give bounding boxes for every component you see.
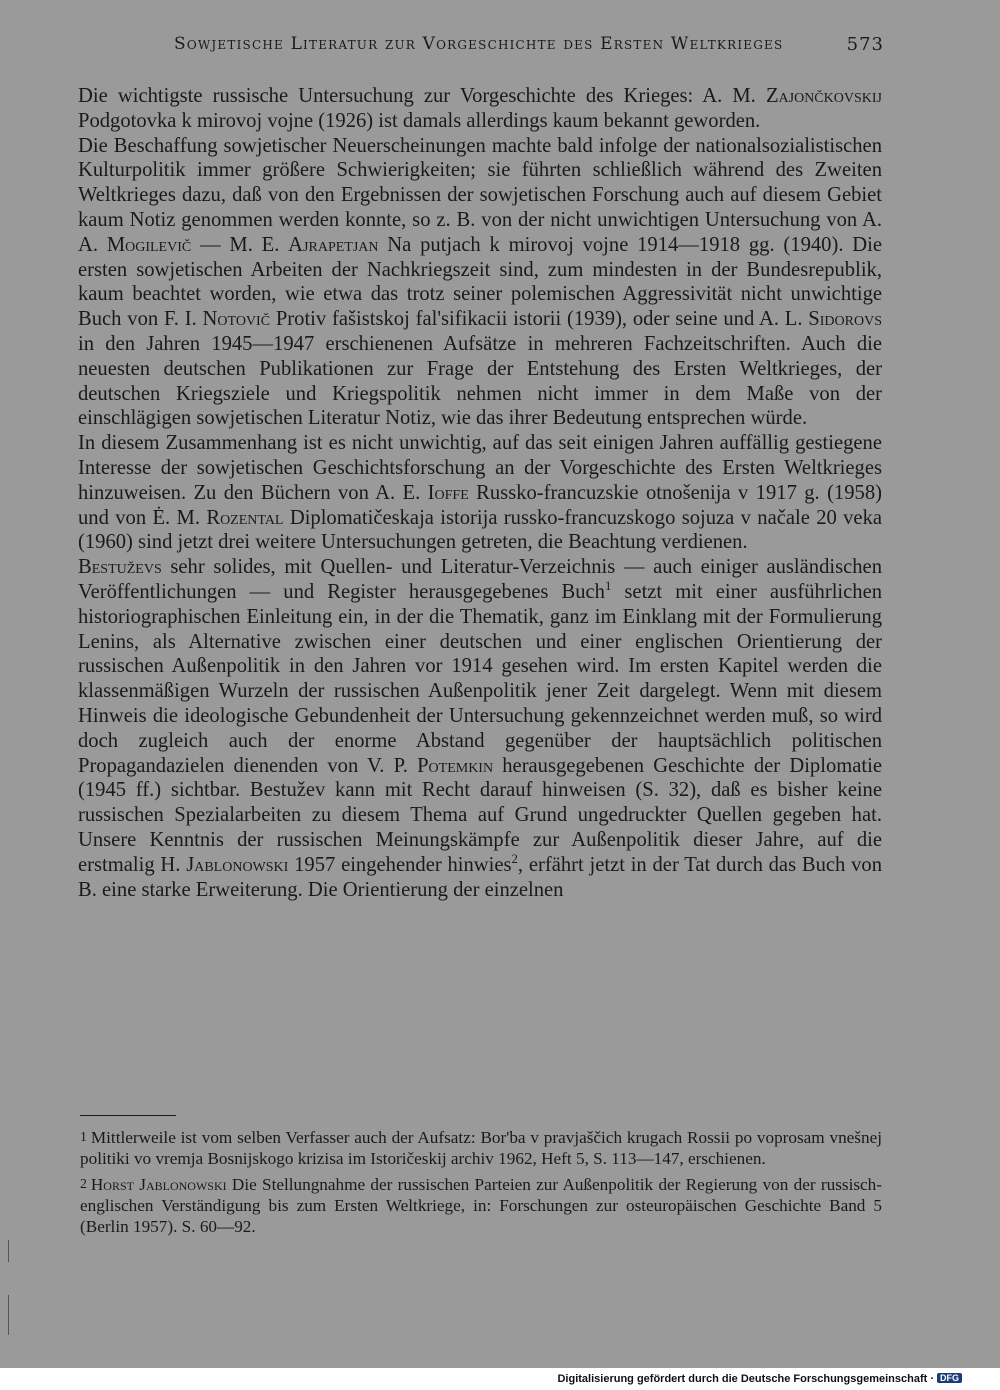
author-name: Ajrapetjan — [288, 233, 379, 256]
page-number: 573 — [846, 34, 884, 55]
footnote-text: Mittlerweile ist vom selben Verfasser auch der Aufsatz: Bor'ba v pravjaščich krugach Rossii po voprosam vnešnej politiki vo vremja Bosnijskogo krizisa im Istoričeskij archiv 1962, Heft 5, S. 113—147, erschienen. — [80, 1128, 882, 1168]
footnote-ref-2[interactable]: 2 — [511, 851, 518, 866]
text-run: Podgotovka k mirovoj vojne (1926) ist damals allerdings kaum bekannt geworden. — [78, 109, 761, 132]
paragraph-3 — [78, 431, 882, 555]
text-run: Russko-francuzskie otnošenija v 1917 g. (1958) und von Ė. M. — [78, 481, 882, 529]
footnotes — [80, 1126, 882, 1241]
author-name: Rozental — [206, 506, 284, 529]
text-run: Protiv fašistskoj fal'sifikacii istorii (1939), oder seine und A. L. — [270, 308, 809, 331]
text-run: in den Jahren 1945—1947 erschienenen Aufsätze in mehreren Fachzeitschriften. Auch die neuesten deutschen Publikationen zur Frage der Entstehung des Ersten Weltkrieges, der deutschen Kriegsziele und Kriegspolitik nehmen nicht immer in dem Maße von der einschlägigen sowjetischen Literatur Notiz, wie das ihrer Bedeutung entsprechen würde. — [78, 332, 882, 430]
footnote-1 — [80, 1126, 882, 1169]
running-title: Sowjetische Literatur zur Vorgeschichte des Ersten Weltkrieges — [174, 34, 784, 54]
credit-text: Digitalisierung gefördert durch die Deutsche Forschungsgemeinschaft · — [557, 1373, 934, 1385]
text-run: Die Beschaffung sowjetischer Neuerscheinungen machte bald infolge der nationalsozialistischen Kulturpolitik immer größere Schwierigkeiten; sie führten schließlich während des Zweiten Weltkrieges dazu, daß von den Ergebnissen der sowjetischen Forschung auch auf diesem Gebiet kaum Notiz genommen werden konnte, so z. B. von der nicht unwichtigen Untersuchung von A. A. — [78, 134, 882, 256]
text-run: 1957 eingehender hinwies — [288, 853, 512, 876]
footnote-divider — [80, 1115, 176, 1116]
text-run: Diplomatičeskaja istorija russko-francuzskogo sojuza v načale 20 veka (1960) sind jetzt drei weitere Untersuchungen getreten, die Beachtung verdienen. — [78, 506, 883, 554]
text-run: sehr solides, mit Quellen- und Literatur-Verzeichnis — auch einiger ausländischen Veröffentlichungen — und Register herausgegebenes Buch — [78, 556, 882, 603]
footnote-number: 2 — [80, 1176, 87, 1191]
paragraph-2 — [78, 134, 882, 432]
main-text — [78, 84, 882, 902]
author-name: Horst Jablonowski — [90, 1175, 227, 1194]
text-run: Die wichtigste russische Untersuchung zur Vorgeschichte des Krieges: A. M. — [78, 85, 766, 107]
text-run: Na putjach k mirovoj vojne 1914—1918 gg. (1940). Die ersten sowjetischen Arbeiten der Nachkriegszeit sind, zum mindesten in der Bundesrepublik, kaum beachtet worden, wie etwa das trotz seiner polemischen Aggressivität nicht unwichtige Buch von F. I. — [78, 233, 882, 331]
author-name: Ioffe — [427, 481, 469, 504]
paragraph-4 — [78, 555, 882, 902]
footnote-text: Die Stellungnahme der russischen Parteien zur Außenpolitik der Regierung von der russisch-englischen Verständigung bis zum Ersten Weltkriege, in: Forschungen zur osteuropäischen Geschichte Band 5 (Berlin 1957). S. 60—92. — [80, 1175, 882, 1236]
author-name: Zajončkovskij — [765, 85, 882, 107]
footnote-2 — [80, 1173, 882, 1237]
author-name: Potemkin — [417, 754, 494, 777]
footnote-number: 1 — [80, 1129, 87, 1144]
text-run: setzt mit einer ausführlichen historiographischen Einleitung ein, in der die Thematik, ganz im Einklang mit der Formulierung Lenins, als Alternative zwischen einer deutschen und einer englischen Orientierung der russischen Außenpolitik in den Jahren vor 1914 gesehen wird. Im ersten Kapitel werden die klassenmäßigen Wurzeln der russischen Außenpolitik jener Zeit dargelegt. Wenn mit diesem Hinweis die ideologische Gebundenheit der Untersuchung gekennzeichnet werden muß, so wird doch zugleich auch der enorme Abstand gegenüber der hauptsächlich politischen Propagandazielen dienenden von V. P. — [78, 580, 883, 777]
footnote-ref-1[interactable]: 1 — [604, 579, 612, 594]
digitization-credit — [557, 1373, 962, 1385]
author-name: Jablonowski — [186, 853, 289, 876]
text-run: In diesem Zusammenhang ist es nicht unwichtig, auf das seit einigen Jahren auffällig gestiegene Interesse der sowjetischen Geschichtsforschung an der Vorgeschichte des Ersten Weltkrieges hinzuweisen. Zu den Büchern von A. E. — [78, 432, 882, 504]
text-run: , erfährt jetzt in der Tat durch das Buch von B. eine starke Erweiterung. Die Orientierung der einzelnen — [78, 853, 882, 901]
scan-artifact — [8, 1240, 9, 1262]
author-name: Mogilevič — [106, 233, 192, 256]
text-run: herausgegebenen Geschichte der Diplomatie (1945 ff.) sichtbar. Bestužev kann mit Recht darauf hinweisen (S. 32), daß es bisher keine russischen Spezialarbeiten zu diesem Thema auf Grund ungedruckter Quellen gegeben hat. Unsere Kenntnis der russischen Meinungskämpfe zur Außenpolitik dieser Jahre, auf die erstmalig H. — [78, 754, 882, 876]
dfg-logo: DFG — [937, 1373, 962, 1383]
text-run: — M. E. — [191, 233, 289, 256]
scan-artifact — [8, 1295, 9, 1335]
author-name: Notovič — [202, 308, 271, 331]
paragraph-1 — [78, 84, 882, 134]
author-name: Bestuževs — [78, 556, 162, 579]
author-name: Sidorovs — [808, 308, 882, 331]
